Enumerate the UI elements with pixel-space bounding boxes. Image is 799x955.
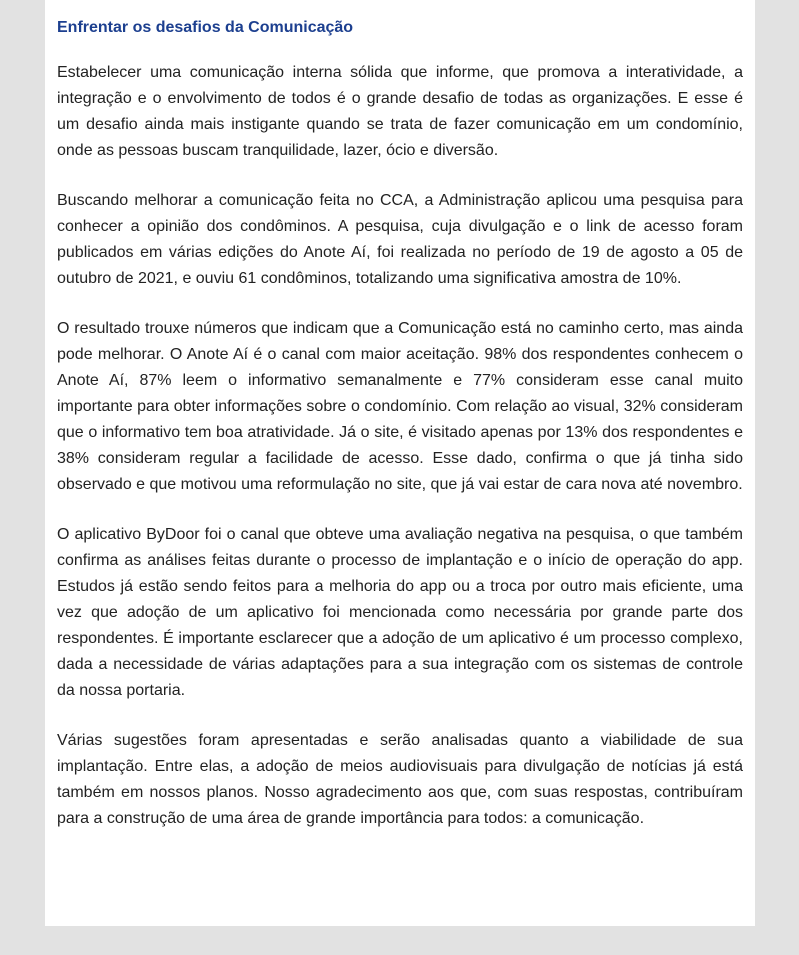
article-paragraph-1: Estabelecer uma comunicação interna sólida que informe, que promova a interatividade, a integração e o envolvimento de todos é o grande desafio de todas as organizações. E esse é um desafio ainda mais instigante quando se trata de fazer comunicação em um condomínio, onde as pessoas buscam tranquilidade, lazer, ócio e diversão.: [57, 64, 743, 159]
article-paragraph-3: O resultado trouxe números que indicam que a Comunicação está no caminho certo, mas ainda pode melhorar. O Anote Aí é o canal com maior aceitação. 98% dos respondentes conhecem o Anote Aí, 87% leem o informativo semanalmente e 77% consideram esse canal muito importante para obter informações sobre o condomínio. Com relação ao visual, 32% consideram que o informativo tem boa atratividade. Já o site, é visitado apenas por 13% dos respondentes e 38% consideram regular a facilidade de acesso. Esse dado, confirma o que já tinha sido observado e que motivou uma reformulação no site, que já vai estar de cara nova até novembro.: [57, 320, 743, 493]
article-title: Enfrentar os desafios da Comunicação: [57, 19, 354, 36]
article-card: [45, 0, 755, 926]
article-paragraph-5: Várias sugestões foram apresentadas e serão analisadas quanto a viabilidade de sua implantação. Entre elas, a adoção de meios audiovisuais para divulgação de notícias já está também em nossos planos. Nosso agradecimento aos que, com suas respostas, contribuíram para a construção de uma área de grande importância para todos: a comunicação.: [57, 732, 743, 827]
article-paragraph-2: Buscando melhorar a comunicação feita no CCA, a Administração aplicou uma pesquisa para conhecer a opinião dos condôminos. A pesquisa, cuja divulgação e o link de acesso foram publicados em várias edições do Anote Aí, foi realizada no período de 19 de agosto a 05 de outubro de 2021, e ouviu 61 condôminos, totalizando uma significativa amostra de 10%.: [57, 192, 743, 287]
article-paragraph-4: O aplicativo ByDoor foi o canal que obteve uma avaliação negativa na pesquisa, o que também confirma as análises feitas durante o processo de implantação e o início de operação do app. Estudos já estão sendo feitos para a melhoria do app ou a troca por outro mais eficiente, uma vez que adoção de um aplicativo foi mencionada como necessária por grande parte dos respondentes. É importante esclarecer que a adoção de um aplicativo é um processo complexo, dada a necessidade de várias adaptações para a sua integração com os sistemas de controle da nossa portaria.: [57, 526, 743, 699]
